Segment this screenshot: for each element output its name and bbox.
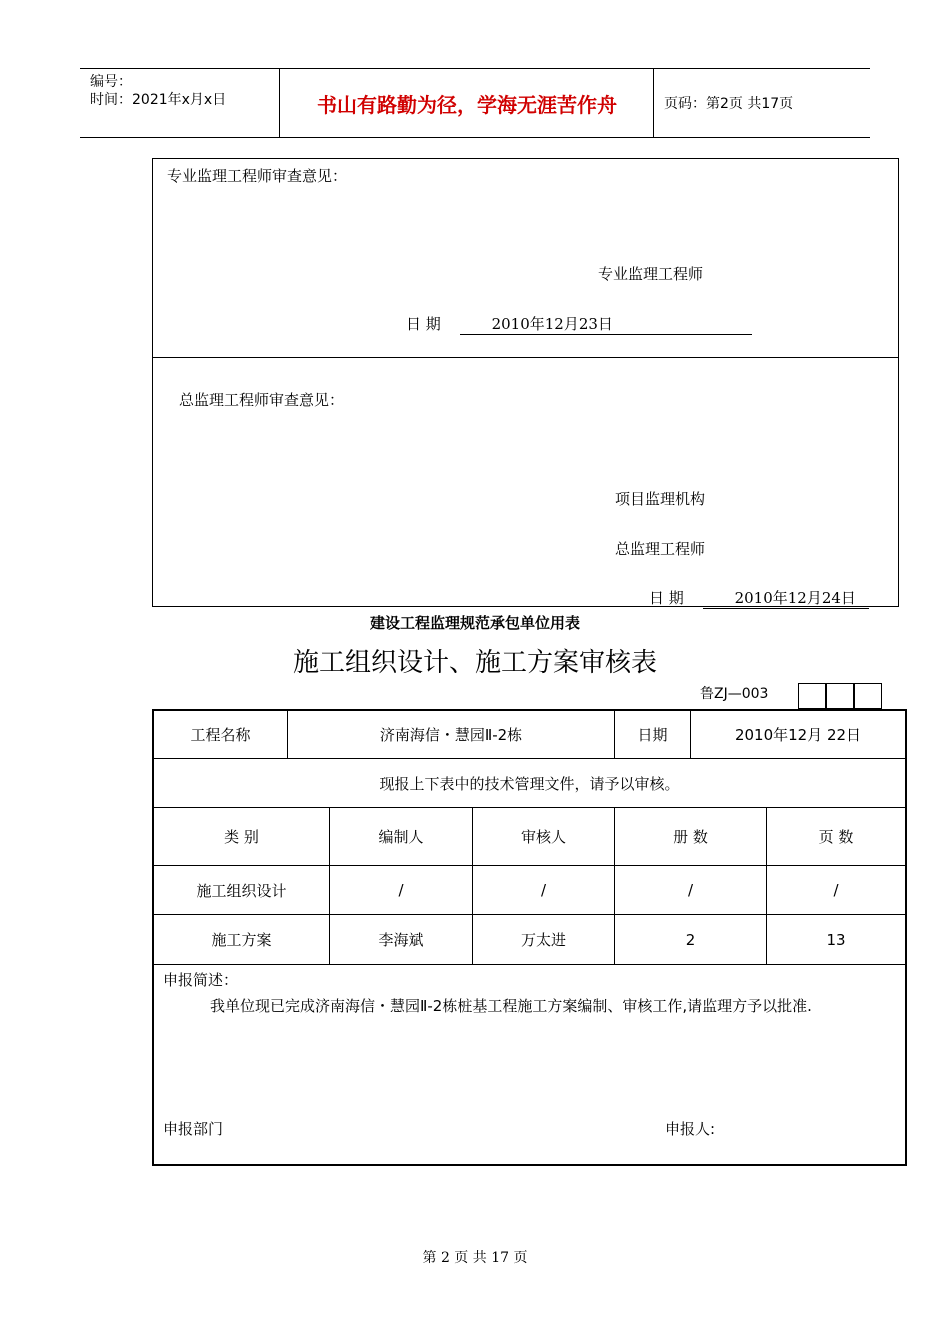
dept-label: 申报部门 bbox=[163, 1120, 224, 1138]
project-name-value[interactable]: 济南海信・慧园Ⅱ-2栋 bbox=[379, 726, 523, 744]
code-box-3[interactable] bbox=[854, 683, 882, 709]
table-cell: 施工方案 bbox=[211, 931, 272, 949]
chief-date-row bbox=[649, 587, 869, 609]
review-form-table bbox=[152, 709, 907, 1166]
table-cell[interactable]: / bbox=[540, 881, 547, 899]
table-cell[interactable]: 李海斌 bbox=[378, 931, 424, 949]
request-text: 现报上下表中的技术管理文件，请予以审核。 bbox=[379, 774, 680, 793]
specialist-signature-label: 专业监理工程师 bbox=[598, 265, 704, 283]
header-motto: 书山有路勤为径，学海无涯苦作舟 bbox=[281, 69, 654, 137]
table-cell[interactable]: / bbox=[833, 881, 839, 899]
form-subtitle: 建设工程监理规范承包单位用表 bbox=[369, 614, 580, 632]
number-label: 编号： bbox=[90, 74, 132, 90]
specialist-date-value[interactable]: 2010年12月23日 bbox=[460, 313, 752, 335]
table-cell[interactable]: 13 bbox=[826, 930, 846, 949]
table-cell[interactable]: 万太进 bbox=[520, 931, 566, 949]
header-page-info: 页码：第2页 共17页 bbox=[664, 96, 794, 112]
page-footer: 第 2 页 共 17 页 bbox=[422, 1250, 528, 1266]
form-code: 鲁ZJ—003 bbox=[700, 686, 769, 702]
summary-label: 申报简述： bbox=[163, 971, 239, 989]
column-header-reviewer: 审核人 bbox=[520, 828, 566, 846]
chief-date-value[interactable]: 2010年12月24日 bbox=[703, 587, 869, 609]
form-title: 施工组织设计、施工方案审核表 bbox=[292, 648, 657, 678]
project-name-label: 工程名称 bbox=[190, 726, 251, 744]
time-label: 时间：2021年x月x日 bbox=[90, 92, 227, 108]
column-header-volumes: 册 数 bbox=[673, 828, 708, 846]
table-cell[interactable]: / bbox=[398, 881, 404, 899]
date-label: 日期 bbox=[637, 726, 668, 744]
applicant-label: 申报人: bbox=[665, 1120, 716, 1138]
date-label: 日 期 bbox=[406, 315, 441, 333]
table-cell[interactable]: 2 bbox=[685, 930, 696, 949]
code-box-1[interactable] bbox=[798, 683, 826, 709]
column-header-category: 类 别 bbox=[224, 828, 259, 846]
review-divider bbox=[153, 357, 898, 358]
chief-opinion-label: 总监理工程师审查意见： bbox=[179, 391, 345, 409]
table-cell[interactable]: / bbox=[687, 881, 694, 899]
date-value[interactable]: 2010年12月 22日 bbox=[734, 726, 862, 744]
column-header-author: 编制人 bbox=[378, 828, 424, 846]
column-header-pages: 页 数 bbox=[818, 828, 854, 846]
table-line bbox=[154, 964, 905, 965]
header-meta bbox=[80, 69, 280, 137]
chief-signature-label: 总监理工程师 bbox=[615, 540, 706, 558]
document-header bbox=[80, 68, 870, 138]
specialist-opinion-label: 专业监理工程师审查意见： bbox=[167, 167, 348, 185]
specialist-date-row bbox=[406, 313, 752, 335]
code-box-2[interactable] bbox=[826, 683, 854, 709]
review-box bbox=[152, 158, 899, 607]
date-label: 日 期 bbox=[649, 589, 684, 607]
project-org-label: 项目监理机构 bbox=[615, 490, 706, 508]
summary-text[interactable]: 我单位现已完成济南海信・慧园Ⅱ-2栋桩基工程施工方案编制、审核工作,请监理方予以批准. bbox=[210, 997, 812, 1015]
table-cell: 施工组织设计 bbox=[196, 881, 287, 900]
